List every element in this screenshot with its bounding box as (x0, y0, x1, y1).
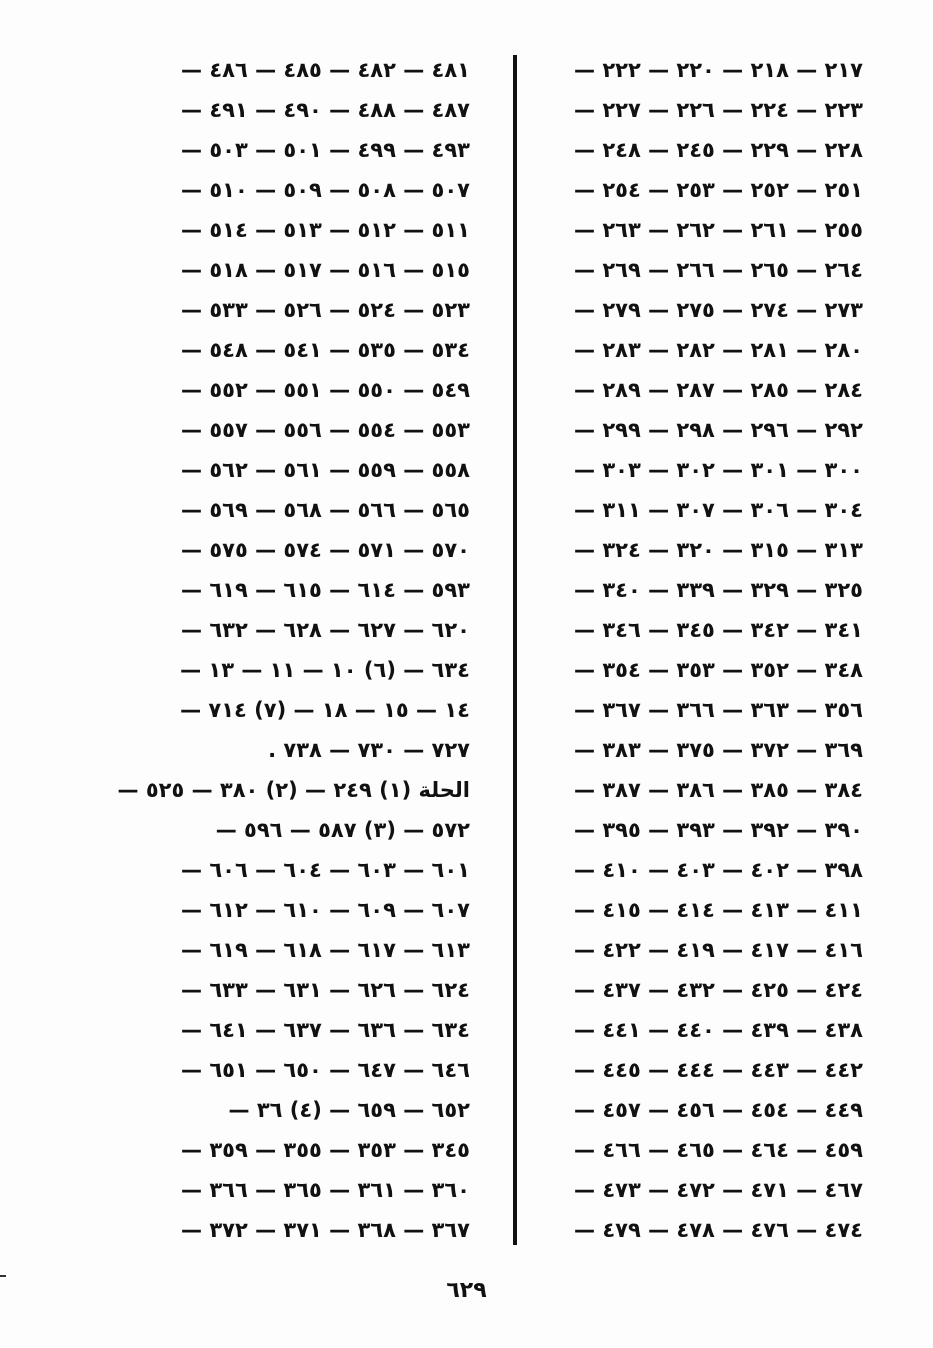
index-line: ٥١١ — ٥١٢ — ٥١٣ — ٥١٤ — (181, 218, 470, 242)
index-line: ٣٩٨ — ٤٠٢ — ٤٠٣ — ٤١٠ — (574, 858, 863, 882)
index-line: ٤٢٤ — ٤٢٥ — ٤٣٢ — ٤٣٧ — (574, 978, 863, 1002)
index-line: ٥٧٢ — (٣) ٥٨٧ — ٥٩٦ — (215, 818, 470, 842)
index-line: ٥٠٧ — ٥٠٨ — ٥٠٩ — ٥١٠ — (181, 178, 470, 202)
index-line: ٤٤٩ — ٤٥٤ — ٤٥٦ — ٤٥٧ — (574, 1098, 863, 1122)
index-line: ٤٥٩ — ٤٦٤ — ٤٦٥ — ٤٦٦ — (574, 1138, 863, 1162)
index-line: ٣٠٠ — ٣٠١ — ٣٠٢ — ٣٠٣ — (574, 458, 863, 482)
index-line: ٣٦٧ — ٣٦٨ — ٣٧١ — ٣٧٢ — (181, 1218, 470, 1242)
index-line: ٦٥٢ — ٦٥٩ — (٤) ٣٦ — (228, 1098, 470, 1122)
index-line: ٢١٧ — ٢١٨ — ٢٢٠ — ٢٢٢ — (574, 58, 863, 82)
index-line: ٣١٣ — ٣١٥ — ٣٢٠ — ٣٢٤ — (574, 538, 863, 562)
index-line: ٢٧٣ — ٢٧٤ — ٢٧٥ — ٢٧٩ — (574, 298, 863, 322)
index-line: ٢٢٣ — ٢٢٤ — ٢٢٦ — ٢٢٧ — (574, 98, 863, 122)
index-line: ٥٢٣ — ٥٢٤ — ٥٢٦ — ٥٣٣ — (181, 298, 470, 322)
index-line: ٦١٣ — ٦١٧ — ٦١٨ — ٦١٩ — (181, 938, 470, 962)
index-line: ٥٦٥ — ٥٦٦ — ٥٦٨ — ٥٦٩ — (181, 498, 470, 522)
index-line: ٤٦٧ — ٤٧١ — ٤٧٢ — ٤٧٣ — (574, 1178, 863, 1202)
index-line: ٥٥٣ — ٥٥٤ — ٥٥٦ — ٥٥٧ — (181, 418, 470, 442)
index-column-left (100, 50, 470, 1250)
index-line: ٥٤٩ — ٥٥٠ — ٥٥١ — ٥٥٢ — (181, 378, 470, 402)
index-line: ١٤ — ١٥ — ١٨ — (٧) ٧١٤ — (180, 698, 470, 722)
index-line: ٤١٦ — ٤١٧ — ٤١٩ — ٤٢٢ — (574, 938, 863, 962)
index-line: ٤٧٤ — ٤٧٦ — ٤٧٨ — ٤٧٩ — (574, 1218, 863, 1242)
index-line: ٣٩٠ — ٣٩٢ — ٣٩٣ — ٣٩٥ — (574, 818, 863, 842)
index-line: ٦٠١ — ٦٠٣ — ٦٠٤ — ٦٠٦ — (181, 858, 470, 882)
index-line: ٣٥٦ — ٣٦٣ — ٣٦٦ — ٣٦٧ — (574, 698, 863, 722)
index-line: ٢٦٤ — ٢٦٥ — ٢٦٦ — ٢٦٩ — (574, 258, 863, 282)
index-line: ٥٥٨ — ٥٥٩ — ٥٦١ — ٥٦٢ — (181, 458, 470, 482)
index-line: ٣٢٥ — ٣٢٩ — ٣٣٩ — ٣٤٠ — (574, 578, 863, 602)
index-line: ٢٥٥ — ٢٦١ — ٢٦٢ — ٢٦٣ — (574, 218, 863, 242)
index-line: ٦٤٦ — ٦٤٧ — ٦٥٠ — ٦٥١ — (181, 1058, 470, 1082)
index-line: ٤١١ — ٤١٣ — ٤١٤ — ٤١٥ — (574, 898, 863, 922)
index-line: ٣٤٨ — ٣٥٢ — ٣٥٣ — ٣٥٤ — (574, 658, 863, 682)
index-line: ٦٢٠ — ٦٢٧ — ٦٢٨ — ٦٣٢ — (181, 618, 470, 642)
index-line: ٤٤٢ — ٤٤٣ — ٤٤٤ — ٤٤٥ — (574, 1058, 863, 1082)
index-line: ٦٠٧ — ٦٠٩ — ٦١٠ — ٦١٢ — (181, 898, 470, 922)
index-line: ٧٢٧ — ٧٣٠ — ٧٣٨ . (268, 738, 470, 762)
margin-mark (0, 1275, 6, 1277)
index-line: ٣٠٤ — ٣٠٦ — ٣٠٧ — ٣١١ — (574, 498, 863, 522)
index-line: ٤٨٧ — ٤٨٨ — ٤٩٠ — ٤٩١ — (181, 98, 470, 122)
index-line: ٦٢٤ — ٦٢٦ — ٦٣١ — ٦٣٣ — (181, 978, 470, 1002)
index-line: ٣٤١ — ٣٤٢ — ٣٤٥ — ٣٤٦ — (574, 618, 863, 642)
index-column-right (483, 50, 863, 1250)
index-line: ٢٢٨ — ٢٢٩ — ٢٤٥ — ٢٤٨ — (574, 138, 863, 162)
index-line: ٢٨٠ — ٢٨١ — ٢٨٢ — ٢٨٣ — (574, 338, 863, 362)
index-line: ٥٧٠ — ٥٧١ — ٥٧٤ — ٥٧٥ — (181, 538, 470, 562)
index-line: ٢٥١ — ٢٥٢ — ٢٥٣ — ٢٥٤ — (574, 178, 863, 202)
index-line: ٣٨٤ — ٣٨٥ — ٣٨٦ — ٣٨٧ — (574, 778, 863, 802)
index-line: ٥٩٣ — ٦١٤ — ٦١٥ — ٦١٩ — (181, 578, 470, 602)
index-line: ٣٦٩ — ٣٧٢ — ٣٧٥ — ٣٨٣ — (574, 738, 863, 762)
index-line: ٤٩٣ — ٤٩٩ — ٥٠١ — ٥٠٣ — (181, 138, 470, 162)
index-line: ٥١٥ — ٥١٦ — ٥١٧ — ٥١٨ — (181, 258, 470, 282)
index-line: ٢٨٤ — ٢٨٥ — ٢٨٧ — ٢٨٩ — (574, 378, 863, 402)
index-line: الحلة (١) ٢٤٩ — (٢) ٣٨٠ — ٥٢٥ — (117, 778, 470, 802)
page-number: ٦٢٩ (446, 1278, 487, 1303)
index-line: ٦٣٤ — ٦٣٦ — ٦٣٧ — ٦٤١ — (181, 1018, 470, 1042)
index-line: ٣٤٥ — ٣٥٣ — ٣٥٥ — ٣٥٩ — (181, 1138, 470, 1162)
index-line: ٢٩٢ — ٢٩٦ — ٢٩٨ — ٢٩٩ — (574, 418, 863, 442)
index-line: ٤٨١ — ٤٨٢ — ٤٨٥ — ٤٨٦ — (181, 58, 470, 82)
index-line: ٦٣٤ — (٦) ١٠ — ١١ — ١٣ — (180, 658, 470, 682)
index-line: ٣٦٠ — ٣٦١ — ٣٦٥ — ٣٦٦ — (181, 1178, 470, 1202)
index-line: ٤٣٨ — ٤٣٩ — ٤٤٠ — ٤٤١ — (574, 1018, 863, 1042)
column-divider (513, 55, 517, 1245)
index-line: ٥٣٤ — ٥٣٥ — ٥٤١ — ٥٤٨ — (181, 338, 470, 362)
